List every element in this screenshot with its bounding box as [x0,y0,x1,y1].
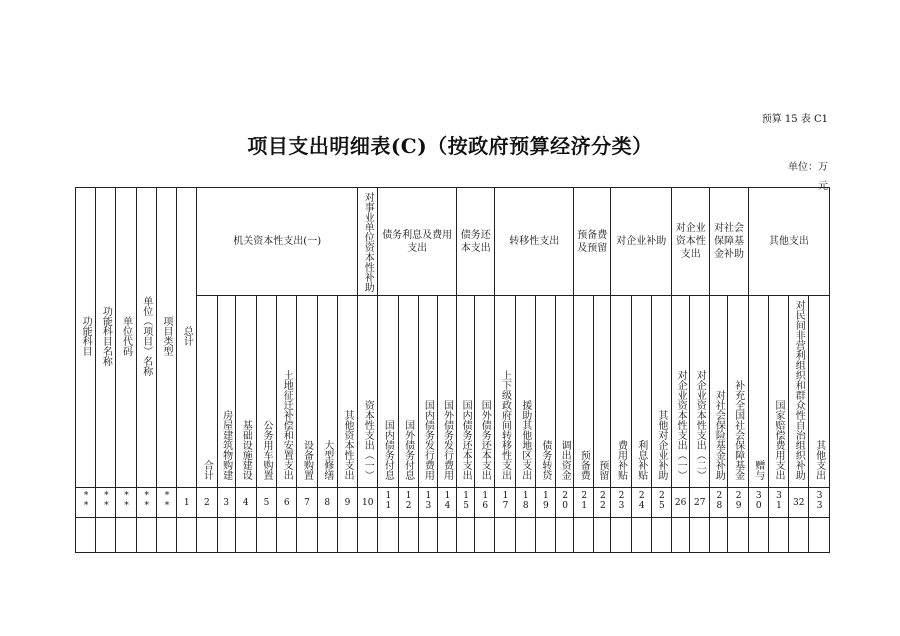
header-row-groups [76,188,830,296]
index-row [76,488,830,518]
col-header-unit-code: 单位代码 [116,188,136,488]
data-cell[interactable] [277,518,297,553]
index-cell: ** [136,488,156,518]
index-cell: 15 [457,488,475,518]
index-cell: 17 [495,488,515,518]
index-cell: 30 [748,488,768,518]
group-header-debt-principal: 债务还本支出 [457,188,495,296]
group-header-other: 其他支出 [748,188,829,296]
index-cell: 27 [690,488,710,518]
data-cell[interactable] [475,518,495,553]
index-cell: 25 [651,488,671,518]
sub-header: 对社会保险基金补助 [710,296,728,488]
index-cell: 2 [197,488,217,518]
data-cell[interactable] [611,518,631,553]
index-cell: 8 [317,488,337,518]
unit-label: 单位：万 [788,162,828,173]
data-cell[interactable] [337,518,357,553]
data-cell[interactable] [217,518,235,553]
sub-header: 援助其他地区支出 [515,296,535,488]
data-cell[interactable] [789,518,809,553]
data-cell[interactable] [631,518,651,553]
data-cell[interactable] [710,518,728,553]
index-cell: 29 [728,488,748,518]
unit-label-continued: 元 [818,181,828,192]
data-cell[interactable] [535,518,555,553]
data-cell[interactable] [515,518,535,553]
sub-header: 调出资金 [556,296,574,488]
sub-header: 对民间非营利组织和群众性自治组织补助 [789,296,809,488]
index-cell: 19 [535,488,555,518]
sub-header: 国外债务还本支出 [475,296,495,488]
index-cell: ** [156,488,176,518]
index-cell: 16 [475,488,495,518]
col-header-func-subject-name: 功能科目名称 [96,188,116,488]
group-header-capital-expenditure: 机关资本性支出(一) [197,188,358,296]
data-cell[interactable] [437,518,456,553]
sub-header: 对企业资本性支出（二） [690,296,710,488]
data-cell[interactable] [116,518,136,553]
data-cell[interactable] [177,518,197,553]
sub-header: 国外债务发行费用 [437,296,456,488]
sub-header: 费用补贴 [611,296,631,488]
index-cell: ** [116,488,136,518]
data-cell[interactable] [197,518,217,553]
data-cell[interactable] [398,518,418,553]
sub-header: 国家赔偿费用支出 [768,296,788,488]
index-cell: 11 [378,488,398,518]
form-code: 预算 15 表 C1 [761,114,828,125]
sub-header: 其他支出 [809,296,830,488]
data-row-empty [76,518,830,553]
index-cell: 12 [398,488,418,518]
data-cell[interactable] [96,518,116,553]
sub-header: 预备费 [574,296,594,488]
index-cell: 18 [515,488,535,518]
data-cell[interactable] [495,518,515,553]
sub-header: 房屋建筑物购建 [217,296,235,488]
sub-header: 国内债务发行费用 [418,296,437,488]
data-cell[interactable] [690,518,710,553]
sub-header: 对企业资本性支出（一） [672,296,690,488]
group-header-reserve: 预备费及预留 [574,188,611,296]
sub-header: 公务用车购置 [256,296,276,488]
group-header-enterprise-capital: 对企业资本性支出 [672,188,710,296]
index-cell: 10 [358,488,378,518]
data-cell[interactable] [556,518,574,553]
index-cell: 31 [768,488,788,518]
index-cell: ** [76,488,96,518]
index-cell: ** [96,488,116,518]
group-header-public-institution-subsidy: 对事业单位资本性补助 [358,188,378,296]
data-cell[interactable] [651,518,671,553]
data-cell[interactable] [378,518,398,553]
data-cell[interactable] [256,518,276,553]
group-header-enterprise-subsidy: 对企业补助 [611,188,672,296]
index-cell: 13 [418,488,437,518]
index-cell: 21 [574,488,594,518]
col-header-project-type: 项目类型 [156,188,176,488]
sub-header: 国内债务还本支出 [457,296,475,488]
data-cell[interactable] [809,518,830,553]
col-header-unit-name: 单位（项目）名称 [136,188,156,488]
data-cell[interactable] [457,518,475,553]
data-cell[interactable] [76,518,96,553]
sub-header: 基础设施建设 [235,296,256,488]
sub-header: 设备购置 [297,296,317,488]
page-title: 项目支出明细表(C)（按政府预算经济分类） [247,134,653,158]
sub-header: 债务转贷 [535,296,555,488]
sub-header: 补充全国社会保障基金 [728,296,748,488]
index-cell: 20 [556,488,574,518]
data-cell[interactable] [156,518,176,553]
data-cell[interactable] [768,518,788,553]
index-cell: 26 [672,488,690,518]
sub-header: 土地征迁补偿和安置支出 [277,296,297,488]
data-cell[interactable] [235,518,256,553]
data-cell[interactable] [728,518,748,553]
sub-header: 赠与 [748,296,768,488]
index-cell: 22 [594,488,611,518]
data-cell[interactable] [672,518,690,553]
data-cell[interactable] [297,518,317,553]
index-cell: 32 [789,488,809,518]
expenditure-table [75,187,830,553]
index-cell: 33 [809,488,830,518]
data-cell[interactable] [748,518,768,553]
col-header-total: 总计 [177,188,197,488]
sub-header: 国外债务付息 [398,296,418,488]
col-header-func-subject: 功能科目 [76,188,96,488]
index-cell: 7 [297,488,317,518]
group-header-social-security: 对社会保障基金补助 [710,188,748,296]
sub-header: 其他资本性支出 [337,296,357,488]
group-header-transfer: 转移性支出 [495,188,574,296]
index-cell: 3 [217,488,235,518]
sub-header: 资本性支出（一） [358,296,378,488]
index-cell: 14 [437,488,456,518]
index-cell: 6 [277,488,297,518]
index-cell: 5 [256,488,276,518]
data-cell[interactable] [594,518,611,553]
sub-header: 大型修缮 [317,296,337,488]
data-cell[interactable] [574,518,594,553]
index-cell: 24 [631,488,651,518]
data-cell[interactable] [317,518,337,553]
sub-header: 合计 [197,296,217,488]
sub-header: 预留 [594,296,611,488]
index-cell: 9 [337,488,357,518]
index-cell: 28 [710,488,728,518]
group-header-debt-interest: 债务利息及费用支出 [378,188,457,296]
sub-header: 上下级政府间转移性支出 [495,296,515,488]
sub-header: 其他对企业补助 [651,296,671,488]
index-cell: 23 [611,488,631,518]
index-cell: 1 [177,488,197,518]
index-cell: 4 [235,488,256,518]
data-cell[interactable] [136,518,156,553]
sub-header: 利息补贴 [631,296,651,488]
data-cell[interactable] [418,518,437,553]
sub-header: 国内债务付息 [378,296,398,488]
data-cell[interactable] [358,518,378,553]
